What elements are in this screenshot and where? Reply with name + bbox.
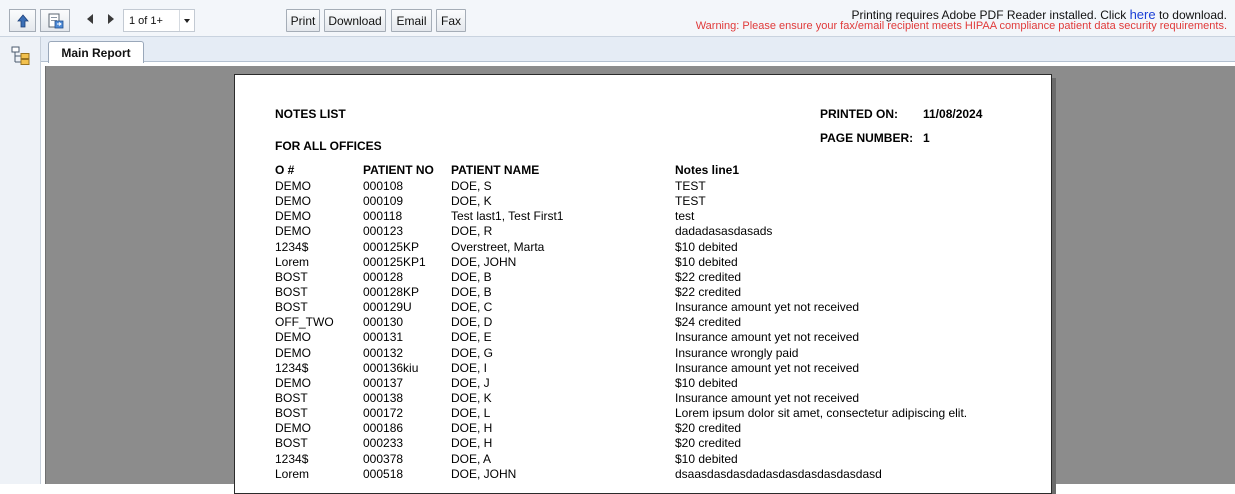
column-header-patient-name: PATIENT NAME [451, 163, 540, 177]
patient-name-cell: DOE, I [451, 360, 488, 375]
patient-name-cell: DOE, J [451, 375, 490, 390]
patient-no-cell: 000125KP1 [363, 254, 426, 269]
tab-main-report[interactable]: Main Report [48, 41, 144, 63]
patient-no-cell: 000123 [363, 224, 404, 239]
report-viewport[interactable] [45, 66, 1235, 484]
patient-no-cell: 000131 [363, 330, 404, 345]
page-number-label: PAGE NUMBER: [820, 131, 914, 145]
patient-name-cell: DOE, B [451, 269, 492, 284]
patient-no-cell: 000186 [363, 421, 404, 436]
document-export-icon [46, 13, 64, 29]
patient-no-cell: 000109 [363, 194, 404, 209]
office-cell: BOST [275, 300, 308, 315]
table-row [235, 346, 1053, 361]
report-tabs [41, 37, 1235, 62]
patient-name-cell: DOE, K [451, 390, 492, 405]
hipaa-warning: Warning: Please ensure your fax/email recipient meets HIPAA compliance patient data security requirements. [695, 20, 1227, 32]
notes-cell: $20 credited [675, 421, 742, 436]
notes-cell: Insurance amount yet not received [675, 360, 860, 375]
office-cell: BOST [275, 284, 308, 299]
patient-no-cell: 000129U [363, 300, 412, 315]
patient-no-cell: 000118 [363, 209, 403, 224]
table-row [235, 224, 1053, 239]
patient-no-cell: 000108 [363, 179, 404, 193]
column-header-notes: Notes line1 [675, 163, 740, 177]
patient-no-cell: 000130 [363, 315, 404, 330]
patient-name-cell: DOE, E [451, 330, 492, 345]
patient-name-cell: DOE, D [451, 315, 493, 330]
fax-button[interactable]: Fax [436, 9, 466, 32]
download-button[interactable]: Download [324, 9, 386, 32]
up-arrow-icon [15, 13, 31, 29]
patient-no-cell: 000132 [363, 345, 404, 360]
patient-no-cell: 000125KP [363, 239, 420, 254]
office-cell: 1234$ [275, 451, 309, 466]
office-cell: DEMO [275, 345, 311, 360]
office-cell: BOST [275, 390, 308, 405]
patient-name-cell: Test last1, Test First1 [451, 209, 564, 224]
table-row [235, 406, 1053, 421]
patient-name-cell: DOE, H [451, 421, 493, 436]
report-subtitle: FOR ALL OFFICES [275, 139, 382, 153]
table-row [235, 209, 1053, 224]
patient-no-cell: 000172 [363, 406, 404, 421]
patient-no-cell: 000378 [363, 451, 404, 466]
table-row [235, 421, 1053, 436]
notes-cell: $10 debited [675, 375, 738, 390]
patient-name-cell: DOE, R [451, 224, 493, 239]
table-row [235, 391, 1053, 406]
table-row [235, 300, 1053, 315]
print-button[interactable]: Print [286, 9, 320, 32]
table-row [235, 467, 1053, 482]
patient-no-cell: 000137 [363, 375, 404, 390]
notes-cell: Insurance amount yet not received [675, 390, 860, 405]
table-row [235, 285, 1053, 300]
export-document-button[interactable] [40, 9, 70, 32]
office-cell: OFF_TWO [275, 315, 334, 330]
office-cell: DEMO [275, 194, 311, 209]
patient-no-cell: 000233 [363, 436, 404, 451]
notes-cell: Insurance amount yet not received [675, 330, 860, 345]
column-header-patient-no: PATIENT NO [363, 163, 434, 177]
notes-cell: TEST [675, 194, 706, 209]
notes-cell: test [675, 209, 695, 224]
table-row [235, 361, 1053, 376]
table-row [235, 452, 1053, 467]
office-cell: BOST [275, 406, 308, 421]
office-cell: DEMO [275, 209, 311, 224]
table-row [235, 376, 1053, 391]
patient-name-cell: DOE, B [451, 284, 492, 299]
office-cell: BOST [275, 436, 308, 451]
notes-cell: Insurance wrongly paid [675, 345, 799, 360]
printed-on-label: PRINTED ON: [820, 107, 898, 121]
table-row [235, 270, 1053, 285]
table-row [235, 194, 1053, 209]
notes-cell: $10 debited [675, 254, 738, 269]
notes-cell: $20 credited [675, 436, 742, 451]
notes-cell: dsaasdasdasdadasdasdasdasdasdasd [675, 466, 882, 481]
previous-page-icon[interactable] [87, 14, 93, 24]
patient-name-cell: Overstreet, Marta [451, 239, 545, 254]
report-title: NOTES LIST [275, 107, 346, 121]
patient-name-cell: DOE, A [451, 451, 492, 466]
office-cell: DEMO [275, 330, 311, 345]
patient-name-cell: DOE, S [451, 179, 492, 193]
patient-name-cell: DOE, JOHN [451, 254, 517, 269]
printed-on-value: 11/08/2024 [923, 107, 983, 121]
patient-name-cell: DOE, H [451, 436, 493, 451]
report-page [234, 74, 1052, 494]
chevron-down-icon [184, 19, 190, 23]
table-row [235, 179, 1053, 194]
notes-cell: TEST [675, 179, 706, 193]
notes-cell: Insurance amount yet not received [675, 300, 860, 315]
page-indicator: 1 of 1+ [129, 14, 163, 27]
table-row [235, 255, 1053, 270]
pdf-reader-info: Printing requires Adobe PDF Reader installed. Click here to download. [851, 7, 1227, 22]
page-selector[interactable] [123, 9, 195, 32]
notes-cell: $22 credited [675, 269, 742, 284]
patient-name-cell: DOE, L [451, 406, 491, 421]
patient-no-cell: 000138 [363, 390, 404, 405]
notes-cell: $22 credited [675, 284, 742, 299]
office-cell: DEMO [275, 421, 311, 436]
adobe-download-link[interactable]: here [1129, 7, 1156, 22]
table-row [235, 240, 1053, 255]
office-cell: 1234$ [275, 360, 309, 375]
office-cell: DEMO [275, 375, 311, 390]
notes-cell: $10 debited [675, 239, 738, 254]
notes-cell: dadadasasdasads [675, 224, 773, 239]
patient-no-cell: 000136kiu [363, 360, 419, 375]
notes-cell: Lorem ipsum dolor sit amet, consectetur adipiscing elit. [675, 406, 968, 421]
tree-view-icon[interactable] [10, 45, 32, 67]
patient-no-cell: 000128KP [363, 284, 420, 299]
report-toolbar [0, 0, 1235, 37]
office-cell: BOST [275, 269, 308, 284]
page-number-value: 1 [923, 131, 930, 145]
column-header-office: O # [275, 163, 295, 177]
office-cell: 1234$ [275, 239, 309, 254]
patient-name-cell: DOE, C [451, 300, 493, 315]
notes-table-body [235, 179, 1053, 482]
office-cell: Lorem [275, 466, 310, 481]
patient-name-cell: DOE, K [451, 194, 492, 209]
table-row [235, 315, 1053, 330]
table-row [235, 330, 1053, 345]
patient-no-cell: 000128 [363, 269, 404, 284]
patient-name-cell: DOE, JOHN [451, 466, 517, 481]
email-button[interactable]: Email [391, 9, 432, 32]
export-up-button[interactable] [9, 9, 36, 32]
next-page-icon[interactable] [108, 14, 114, 24]
document-map-panel [0, 37, 41, 484]
office-cell: Lorem [275, 254, 310, 269]
notes-cell: $24 credited [675, 315, 742, 330]
office-cell: DEMO [275, 224, 311, 239]
patient-name-cell: DOE, G [451, 345, 494, 360]
notes-cell: $10 debited [675, 451, 738, 466]
patient-no-cell: 000518 [363, 466, 404, 481]
table-row [235, 436, 1053, 451]
office-cell: DEMO [275, 179, 311, 193]
